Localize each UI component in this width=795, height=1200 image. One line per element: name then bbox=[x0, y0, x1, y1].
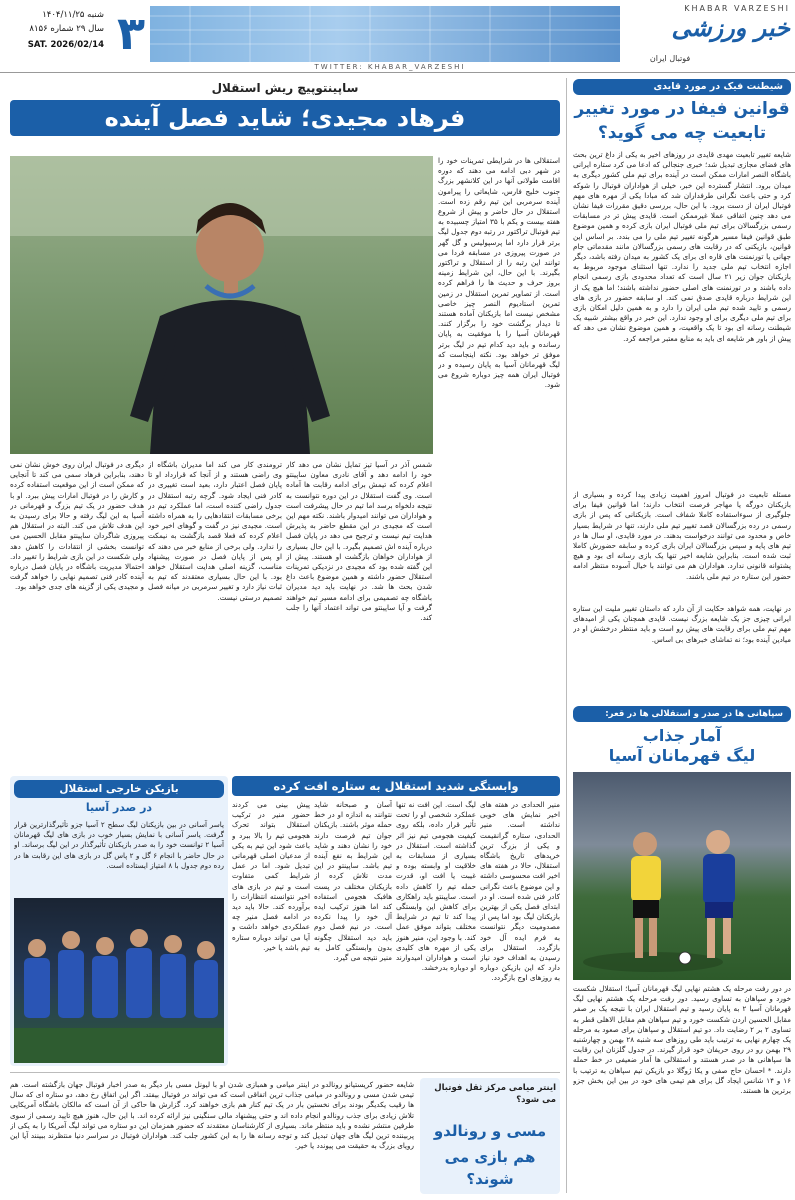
masthead bbox=[0, 0, 795, 72]
date-fa: شنبه ۱۴۰۴/۱۱/۲۵ bbox=[42, 10, 104, 20]
middle-col-3: آسان و صبحانه شاید نتوانند به اندازه او در خط حمله موثر باشند. بازیکنان جوان تیم فرصت دارند خود را نشان دهند و شاید این شرایط به نفع آینده تیم باشد. ساپینتو در این مدت تلاش کرده از بازیکنان مختلف در پست هافبک هجومی استفاده کند اما هنوز ترکیب ایده آل خود را پیدا نکرده است. در نیم فصل دوم باید دید استقلال چگونه بدون وابستگی کامل به منیر نتیجه می گیرد. bbox=[314, 800, 392, 963]
right-bottom-title-2: لیگ قهرمانان آسیا bbox=[608, 746, 756, 765]
main-col-1: استقلالی ها در شرایطی تمرینات خود را در شهر دبی ادامه می دهند که دوره اقامت طولانی آنها در این کلانشهر بزرگ جنوب خلیج فارس، شایعاتی را پیرامون آینده سرمربی این تیم رقم زده است. استقلال در حال حاضر و پیش از شروع هفته بیست و یکم با ۳۵ امتیاز چسبیده به تیم فوتبال تراکتور در رتبه دوم جدول لیگ برتر قرار دارد اما پرسپولیس و گل گهر در صورت پیروزی در مسابقه فردا می توانند این رتبه را از استقلال و تراکتور بگیرند. با این حال، این شرایط زمینه بروز حرف و حدیث ها را فراهم کرده است. از تصاویر تمرین استقلال در زمین تمرین استادیوم النصر چیز خاصی مشخص نیست اما بازیکنان آماده هستند تا دیدار برگشت خود را برگزار کنند. قهرمانان آسیا را با موفقیت به پایان رسانده و باید دید کدام تیم در لیگ برتر موفق تر خواهد بود. نکته اینجاست که لیگ قهرمانان آسیا به پایان رسیده و در فوتبال ایران همه چیز دوباره شروع می شود. bbox=[438, 156, 560, 390]
section-label: فوتبال ایران bbox=[649, 54, 691, 63]
players-illustration bbox=[573, 772, 791, 980]
issue-number: سال ۲۹ شماره ۸۱۵۶ bbox=[29, 24, 104, 34]
right-body-3: در نهایت، همه شواهد حکایت از آن دارد که داستان تغییر ملیت این ستاره ایرانی چیزی جز یک شایعه بزرگ نیست. قایدی همچنان یکی از امیدهای مهم تیم ملی برای رقابت های پیش رو است و باید منتظر درخشش او در میادین آینده بود؛ نه تماشای خبرهای بی اساس. bbox=[573, 604, 791, 644]
middle-title: وابستگی شدید استقلال به ستاره افت کرده bbox=[232, 776, 560, 796]
middle-col-2: لیگ است. این افت نه تنها عملکرد شخصی او را تحت تأثیر قرار داده، بلکه روی کیفیت هجومی تیم نیز اثر گذاشته است. استقلال در بسیاری از مسابقات به خلاقیت او وابسته بوده و غیبت یا افت او، قدرت حمله تیم را کاهش داده است. ساپینتو باید راهکاری برای کاهش این وابستگی پیدا کند تا تیم در شرایط مختلف بتواند موفق عمل کند. با وجود این، منیر هنوز یکی از مهره های کلیدی است و هواداران امیدوارند او دوباره بدرخشد. bbox=[396, 800, 476, 973]
right-kicker: شیطنت فیک در مورد قایدی bbox=[573, 79, 791, 95]
players-title-2: در صدر آسیا bbox=[85, 801, 153, 814]
players-body: یاسر آسانی در بین بازیکنان لیگ سطح ۲ آسیا جزو تأثیرگذارترین قرار گرفت. یاسر آسانی با نمایش بسیار خوب در بازی های لیگ قهرمانان آسیا ۲ توانست خود را به صدر بازیکنان تأثیرگذار در این لیگ برساند. او در حال حاضر با انجام ۶ گل و ۲ پاس گل در بازی های این رقابت ها در رده دوم جدول با ۸ امتیاز ایستاده است. bbox=[14, 820, 224, 870]
twitter-handle: TWITTER: KHABAR_VARZESHI bbox=[314, 63, 466, 71]
column-rule-right bbox=[566, 78, 567, 1193]
football-match-photo bbox=[573, 772, 791, 980]
right-body-2: مسئله تابعیت در فوتبال امروز اهمیت زیادی پیدا کرده و بسیاری از بازیکنان دورگه یا مهاجر فرصت انتخاب دارند؛ اما قوانین فیفا برای جلوگیری از سوءاستفاده کاملا شفاف است. بازیکنانی که پس از بازی رسمی در رده بزرگسالان قصد تغییر تیم ملی دارند، تنها در شرایط بسیار خاص و محدود می توانند درخواست بدهند. در مورد قایدی، او سال ها در تیم های پایه و سپس بزرگسالان ایران بازی کرده و سابقه حضورش کاملا ثبت شده است. بنابراین شایعه اخیر تنها یک بازی رسانه ای بود و هیچ پشتوانه قانونی ندارد. هواداران هم می توانند با خیال آسوده منتظر ادامه حضور این ستاره در تیم ملی باشند. bbox=[573, 490, 791, 581]
right-bottom-body: در دور رفت مرحله یک هشتم نهایی لیگ قهرمانان آسیا؛ استقلال شکست خورد و سپاهان به تساوی رسید. دور رفت مرحله یک هشتم نهایی لیگ قهرمانان آسیا ۲ به پایان رسید و تیم استقلال ایران با نتیجه یک بر صفر مقابل الحسین اردن شکست خورد و تیم سپاهان هم مقابل الاهلی قطر به تساوی ۲ بر ۲ رضایت داد. دو تیم استقلال و سپاهان برای صعود به مرحله یک چهارم نهایی به ترتیب باید طی روزهای سه شنبه ۲۸ بهمن و چهارشنبه ۲۹ بهمن رو در روی حریفان خود قرار گیرند. در جدول گلزنان این رقابت ها سپاهانی ها در صدر هستند و استقلالی ها آمار ضعیفی در خط حمله دارند. * احسان حاج صفی و یکا ژوگلا دو بازیکن تیم سپاهان به ترتیب با ۱۶ و ۱۴ شانس ایجاد گل برای هم تیمی های خود در بین این بخش جزو برترین ها هستند. bbox=[573, 984, 791, 1096]
right-title-1: قوانین فیفا در مورد تغییر bbox=[574, 99, 790, 119]
esteghlal-team-photo bbox=[14, 898, 224, 1063]
right-bottom-title-1: آمار جذاب bbox=[642, 726, 722, 745]
players-title-1: بازیکن خارجی استقلال bbox=[14, 780, 224, 798]
header-rule bbox=[0, 72, 795, 73]
page-number: ۳ bbox=[116, 6, 146, 60]
bottom-kicker: اینتر میامی مرکز ثقل فوتبال می شود؟ bbox=[434, 1083, 556, 1105]
bottom-title-2: هم بازی می شوند؟ bbox=[444, 1148, 536, 1188]
main-col-4: دیگری در فوتبال ایران روی خوش نشان نمی دهند، بنابراین فرهاد سمی می کند تا آنجایی که ممکن است از این موقعیت استفاده کرده و کارش را در فوتبال امارات پیش ببرد. او با هدف حضور در یک تیم بزرگ و قهرمانی در آسیا به این لیگ رفته و حالا برای رسیدن به این هدف تلاش می کند. البته در استقلال هم پیروزی شاگردان ساپینتو مقابل الحسین می توانست بخشی از انتقادات را کاهش دهد ولی شکست در این بازی شرایط را تغییر داد. احتمالا مدیریت باشگاه در پایان فصل درباره آینده کادر فنی تصمیم نهایی را خواهد گرفت و مجیدی یکی از گزینه های جدی خواهد بود. bbox=[10, 460, 144, 592]
main-kicker: ساپینتوپیچ ریش استقلال bbox=[211, 81, 359, 95]
bottom-rule bbox=[10, 1072, 560, 1073]
main-col-2: شمس آذر در آسیا تیز تمایل نشان می دهد کار خود را ادامه دهد و آقای نادری معاون ساپینتو اعلام کرده که تیمش برای ادامه رقابت ها آماده است. وی گفت استقلال در این دوره نتوانست به نتیجه دلخواه برسد اما تیم در حال پیشرفت است و هواداران می توانند امیدوار باشند. نکته مهم این است که مجیدی در این مقطع حاضر به پذیرش هدایت تیم نیست و ترجیح می دهد در پایان فصل درباره آینده اش تصمیم بگیرد. با این حال بسیاری از هواداران خواهان بازگشت او هستند. پیش از این گفته شده بود که مجیدی در نزدیکی تمرینات استقلال حضور داشته و همین موضوع باعث داغ شدن بحث ها شد. در نهایت باید دید مدیران باشگاه چه تصمیمی برای ادامه مسیر تیم خواهند گرفت و آیا ساپینتو می تواند اعتماد آنها را جلب کند. bbox=[286, 460, 432, 623]
middle-col-4: پیش بینی می کردند حضور منیر در ترکیب استقلال بتواند تحرک هجومی تیم را بالا ببرد و باعث شود این تیم به یکی از مدعیان اصلی قهرمانی تبدیل شود. اما در عمل شرایط کمی متفاوت است و تیم در بازی های اخیر نتوانسته انتظارات را برآورده کند. حالا باید دید در ادامه فصل منیر چه عملکردی خواهد داشت و آیا می تواند دوباره ستاره تیم باشد یا خیر. bbox=[232, 800, 310, 952]
brand-logo: خبر ورزشی bbox=[671, 14, 790, 42]
right-title-2: تابعیت چه می گوید؟ bbox=[597, 123, 767, 143]
main-col-3: ترومندی کار می کند اما مدیران باشگاه از وی راضی هستند و از آنجا که قرارداد او تا پایان فصل اعتبار دارد، بعید است تغییری در کادر فنی ایجاد شود. گرچه رتبه استقلال در جدول راضی کننده است، اما عملکرد تیم در برخی مسابقات انتقادهایی را به همراه داشته است. مجیدی نیز در گفت و گوهای اخیر خود اعلام کرده که فعلا قصد بازگشت به نیمکت را ندارد. ولی برخی از منابع خبر می دهند که او پس از پایان فصل در صورت پیشنهاد مناسب، گزینه اصلی هدایت استقلال خواهد بود. با این حال بسیاری معتقدند که تیم به ثبات نیاز دارد و تغییر سرمربی در میانه فصل تصمیم درستی نیست. bbox=[148, 460, 282, 602]
middle-col-1: منیر الحدادی در هفته های اخیر نمایش های خوبی نداشته است. منیر الحدادی، ستاره گرانقیمت و یکی از بزرگ ترین خریدهای تاریخ باشگاه استقلال، حالا در هفته های اخیر افت محسوسی داشته و این موضوع باعث نگرانی کادر فنی شده است. او در ابتدای فصل یکی از بهترین بازیکنان لیگ بود اما پس از مصدومیت دیگر نتوانست به فرم ایده آل خود بازگردد. استقلال برای رسیدن به اهداف خود نیاز دارد که این بازیکن دوباره به روزهای اوج بازگردد. bbox=[480, 800, 560, 983]
bottom-body: شایعه حضور کریستیانو رونالدو در اینتر میامی و همبازی شدن او با لیونل مسی بار دیگر به صدر اخبار فوتبال جهان بازگشته است. هم تیمی شدن مسی و رونالدو در میامی جذاب ترین اتفاقی است که می تواند در فوتبال بیفتد. اگر این اتفاق رخ دهد، دو ستاره ای که سال ها رقیب یکدیگر بودند برای نخستین بار در یک تیم کنار هم بازی خواهند کرد. گزارش ها حاکی از آن است که مالکان باشگاه آمریکایی تلاش زیادی برای جذب رونالدو انجام داده اند و حتی پیشنهاد مالی سنگینی نیز ارائه کرده اند. با این حال، هنوز هیچ تایید رسمی از سوی طرفین منتشر نشده و باید منتظر ماند. بسیاری از کارشناسان معتقدند که حضور همزمان این دو ستاره می تواند لیگ آمریکا را به یکی از پربیننده ترین لیگ های جهان تبدیل کند و توجه رسانه ها را به این کشور جلب کند. هواداران فوتبال در سراسر دنیا منتظرند ببینند آیا این رویای بزرگ به حقیقت می پیوندد یا خیر. bbox=[10, 1080, 414, 1151]
team-illustration bbox=[14, 898, 224, 1063]
coach-illustration bbox=[10, 156, 433, 454]
right-body-1: شایعه تغییر تابعیت مهدی قایدی در روزهای اخیر به یکی از داغ ترین بحث های فضای مجازی تبدیل شد؛ خبری جنجالی که ادعا می کرد ستاره ایرانی باشگاه النصر امارات ممکن است در آینده برای تیم ملی کشور دیگری به میدان برود. انتشار گسترده این خبر، خیلی از هواداران فوتبال را شوکه کرد و حتی باعث نگرانی طرفداران شد که مبادا یکی از مهره های مهم فوتبال ایران از دست برود. با این حال، بررسی دقیق مقررات فیفا نشان می دهد چنین اتفاقی عملا غیرممکن است. قایدی پیش تر در مسابقات رسمی بزرگسالان برای تیم ملی فوتبال ایران بازی کرده و همین موضوع طبق قوانین فیفا مسیر هرگونه تغییر تیم ملی را می بندد. بر اساس این قوانین، بازیکنی که در رقابت های رسمی بزرگسالان مانند مقدماتی جام جهانی یا تورنمنت های قاره ای برای یک کشور به میدان رفته باشد، دیگر اجازه انتخاب تیم ملی جدید را ندارد. تنها استثنای موجود مربوط به بازیکنان جوان زیر ۲۱ سال است که تعداد محدودی بازی رسمی انجام داده باشند و در تورنمنت های اصلی حضور نداشته باشند؛ اما هیچ یک از این شرایط درباره قایدی صدق نمی کند. او سابقه حضور در بازی های رسمی و تایید شده تیم ملی ایران را دارد و به همین دلیل امکان بازی برای تیم ملی دیگری برای او وجود ندارد. این خبر در واقع بیشتر شبیه یک شیطنت رسانه ای بود تا یک واقعیت، و همین موضوع نشان می دهد که پیش از باور هر شایعه ای باید به منابع معتبر مراجعه کرد. bbox=[573, 150, 791, 343]
majidi-photo bbox=[10, 156, 433, 454]
right-bottom-kicker: سپاهانی ها در صدر و استقلالی ها در قعر: bbox=[573, 706, 791, 722]
main-title: فرهاد مجیدی؛ شاید فصل آینده bbox=[10, 100, 560, 136]
date-en: SAT. 2026/02/14 bbox=[27, 40, 104, 50]
brand-latin: KHABAR VARZESHI bbox=[684, 4, 790, 13]
bottom-title-1: مسی و رونالدو bbox=[433, 1122, 547, 1140]
net-pattern bbox=[150, 6, 620, 62]
